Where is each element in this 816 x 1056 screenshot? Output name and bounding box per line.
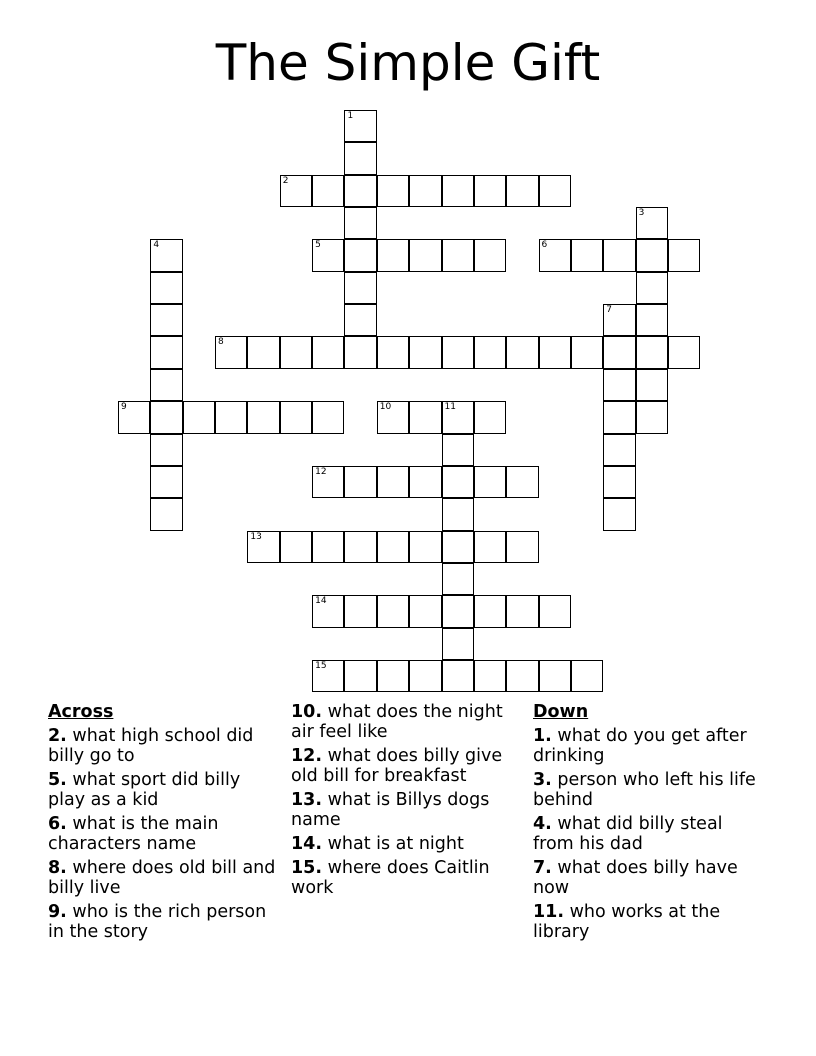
- clue-number: 13: [250, 531, 262, 542]
- clue-item: [48, 770, 278, 810]
- clue-item: [48, 902, 278, 942]
- grid-cell[interactable]: [603, 304, 635, 336]
- clue-text: what does billy have now: [533, 858, 738, 898]
- grid-cell[interactable]: [312, 175, 344, 207]
- grid-cell[interactable]: [474, 531, 506, 563]
- grid-cell[interactable]: [442, 498, 474, 530]
- grid-cell[interactable]: [183, 401, 215, 433]
- grid-cell[interactable]: [344, 272, 376, 304]
- grid-cell[interactable]: [442, 336, 474, 368]
- grid-cell[interactable]: [344, 239, 376, 271]
- grid-cell[interactable]: [377, 239, 409, 271]
- grid-cell[interactable]: [150, 498, 182, 530]
- grid-cell[interactable]: [312, 466, 344, 498]
- grid-cell[interactable]: [344, 304, 376, 336]
- grid-cell[interactable]: [409, 401, 441, 433]
- grid-cell[interactable]: [539, 336, 571, 368]
- clue-item: [533, 902, 763, 942]
- grid-cell[interactable]: [636, 272, 668, 304]
- clue-text: what is Billys dogs name: [291, 790, 490, 830]
- grid-cell[interactable]: [539, 239, 571, 271]
- grid-cell[interactable]: [442, 660, 474, 692]
- grid-cell[interactable]: [312, 660, 344, 692]
- clue-item: [291, 790, 521, 830]
- grid-cell[interactable]: [668, 239, 700, 271]
- grid-cell[interactable]: [506, 660, 538, 692]
- clue-item: [48, 858, 278, 898]
- clue-number-label: 5.: [48, 770, 67, 790]
- clue-number-label: 2.: [48, 726, 67, 746]
- clue-item: [533, 726, 763, 766]
- grid-cell[interactable]: [280, 531, 312, 563]
- grid-cell[interactable]: [409, 595, 441, 627]
- grid-cell[interactable]: [474, 660, 506, 692]
- clue-number-label: 6.: [48, 814, 67, 834]
- grid-cell[interactable]: [409, 466, 441, 498]
- clue-number: 7: [606, 305, 612, 316]
- grid-cell[interactable]: [377, 595, 409, 627]
- grid-cell[interactable]: [474, 466, 506, 498]
- clue-number-label: 13.: [291, 790, 323, 810]
- grid-cell[interactable]: [344, 110, 376, 142]
- grid-cell[interactable]: [442, 434, 474, 466]
- grid-cell[interactable]: [150, 434, 182, 466]
- grid-cell[interactable]: [636, 369, 668, 401]
- grid-cell[interactable]: [603, 369, 635, 401]
- grid-cell[interactable]: [474, 175, 506, 207]
- clue-text: what high school did billy go to: [48, 726, 254, 766]
- grid-cell[interactable]: [215, 336, 247, 368]
- grid-cell[interactable]: [312, 531, 344, 563]
- clue-item: [291, 834, 521, 854]
- grid-cell[interactable]: [409, 660, 441, 692]
- grid-cell[interactable]: [215, 401, 247, 433]
- clue-number-label: 7.: [533, 858, 552, 878]
- clue-text: what is at night: [322, 834, 464, 854]
- clue-text: what does the night air feel like: [291, 702, 503, 742]
- grid-cell[interactable]: [150, 369, 182, 401]
- clue-number: 8: [218, 337, 224, 348]
- grid-cell[interactable]: [442, 531, 474, 563]
- clue-item: [533, 858, 763, 898]
- clue-number: 2: [282, 175, 289, 186]
- grid-cell[interactable]: [571, 660, 603, 692]
- grid-cell[interactable]: [280, 336, 312, 368]
- grid-cell[interactable]: [636, 336, 668, 368]
- clue-number: 4: [153, 240, 160, 251]
- clue-number: 12: [315, 466, 327, 477]
- grid-cell[interactable]: [442, 175, 474, 207]
- clue-text: where does Caitlin work: [291, 858, 490, 898]
- clue-text: what sport did billy play as a kid: [48, 770, 241, 810]
- grid-cell[interactable]: [668, 336, 700, 368]
- grid-cell[interactable]: [377, 660, 409, 692]
- clue-number-label: 15.: [291, 858, 323, 878]
- grid-cell[interactable]: [409, 531, 441, 563]
- grid-cell[interactable]: [280, 175, 312, 207]
- clue-item: [48, 814, 278, 854]
- grid-cell[interactable]: [442, 466, 474, 498]
- clue-item: [48, 726, 278, 766]
- grid-cell[interactable]: [506, 595, 538, 627]
- grid-cell[interactable]: [377, 175, 409, 207]
- clue-item: [533, 814, 763, 854]
- across-heading: Across: [48, 702, 114, 722]
- grid-cell[interactable]: [344, 595, 376, 627]
- grid-cell[interactable]: [150, 466, 182, 498]
- grid-cell[interactable]: [409, 239, 441, 271]
- across-clues-continued: [291, 702, 521, 902]
- grid-cell[interactable]: [636, 239, 668, 271]
- grid-cell[interactable]: [539, 175, 571, 207]
- grid-cell[interactable]: [442, 595, 474, 627]
- grid-cell[interactable]: [409, 336, 441, 368]
- grid-cell[interactable]: [442, 401, 474, 433]
- clue-number-label: 14.: [291, 834, 323, 854]
- grid-cell[interactable]: [474, 401, 506, 433]
- grid-cell[interactable]: [150, 304, 182, 336]
- grid-cell[interactable]: [312, 336, 344, 368]
- across-clues: [48, 702, 278, 946]
- clue-number-label: 11.: [533, 902, 565, 922]
- clue-number: 10: [379, 402, 392, 413]
- grid-cell[interactable]: [409, 175, 441, 207]
- grid-cell[interactable]: [539, 660, 571, 692]
- grid-cell[interactable]: [474, 595, 506, 627]
- clue-text: what is the main characters name: [48, 814, 219, 854]
- clue-number-label: 12.: [291, 746, 323, 766]
- grid-cell[interactable]: [506, 336, 538, 368]
- grid-cell[interactable]: [312, 239, 344, 271]
- clue-number: 3: [638, 208, 645, 219]
- grid-cell[interactable]: [150, 239, 182, 271]
- grid-cell[interactable]: [377, 466, 409, 498]
- clue-item: [533, 770, 763, 810]
- grid-cell[interactable]: [506, 531, 538, 563]
- grid-cell[interactable]: [539, 595, 571, 627]
- clue-text: who works at the library: [533, 902, 721, 942]
- grid-cell[interactable]: [312, 595, 344, 627]
- clue-text: who is the rich person in the story: [48, 902, 267, 942]
- grid-cell[interactable]: [603, 401, 635, 433]
- clue-number: 11: [444, 402, 456, 413]
- grid-cell[interactable]: [247, 531, 279, 563]
- grid-cell[interactable]: [603, 498, 635, 530]
- puzzle-title: The Simple Gift: [215, 34, 601, 92]
- grid-cell[interactable]: [344, 660, 376, 692]
- clue-number: 6: [541, 240, 548, 251]
- grid-cell[interactable]: [571, 239, 603, 271]
- grid-cell[interactable]: [506, 175, 538, 207]
- grid-cell[interactable]: [247, 336, 279, 368]
- clue-number-label: 4.: [533, 814, 552, 834]
- grid-cell[interactable]: [442, 563, 474, 595]
- clue-text: what does billy give old bill for breakfast: [291, 746, 503, 786]
- clue-text: what did billy steal from his dad: [533, 814, 723, 854]
- grid-cell[interactable]: [474, 239, 506, 271]
- clue-number-label: 1.: [533, 726, 552, 746]
- grid-cell[interactable]: [603, 434, 635, 466]
- grid-cell[interactable]: [377, 401, 409, 433]
- grid-cell[interactable]: [344, 142, 376, 174]
- grid-cell[interactable]: [571, 336, 603, 368]
- grid-cell[interactable]: [442, 628, 474, 660]
- grid-cell[interactable]: [506, 466, 538, 498]
- down-heading: Down: [533, 702, 589, 722]
- grid-cell[interactable]: [312, 401, 344, 433]
- grid-cell[interactable]: [603, 239, 635, 271]
- clue-number: 1: [347, 111, 354, 121]
- clue-text: where does old bill and billy live: [48, 858, 276, 898]
- grid-cell[interactable]: [150, 401, 182, 433]
- clue-number-label: 10.: [291, 702, 323, 722]
- clue-text: person who left his life behind: [533, 770, 756, 810]
- clue-number: 15: [315, 660, 327, 671]
- clue-number-label: 8.: [48, 858, 67, 878]
- grid-cell[interactable]: [377, 336, 409, 368]
- clue-number-label: 9.: [48, 902, 67, 922]
- grid-cell[interactable]: [344, 531, 376, 563]
- grid-cell[interactable]: [118, 401, 150, 433]
- down-clues: [533, 702, 763, 946]
- grid-cell[interactable]: [474, 336, 506, 368]
- grid-cell[interactable]: [603, 336, 635, 368]
- grid-cell[interactable]: [150, 272, 182, 304]
- grid-cell[interactable]: [377, 531, 409, 563]
- clue-text: what do you get after drinking: [533, 726, 747, 766]
- grid-cell[interactable]: [442, 239, 474, 271]
- clue-number: 5: [315, 240, 321, 251]
- grid-cell[interactable]: [280, 401, 312, 433]
- grid-cell[interactable]: [150, 336, 182, 368]
- clue-item: [291, 702, 521, 742]
- grid-cell[interactable]: [636, 401, 668, 433]
- grid-cell[interactable]: [344, 207, 376, 239]
- clue-number-label: 3.: [533, 770, 552, 790]
- grid-cell[interactable]: [344, 175, 376, 207]
- grid-cell[interactable]: [344, 336, 376, 368]
- grid-cell[interactable]: [247, 401, 279, 433]
- grid-cell[interactable]: [603, 466, 635, 498]
- grid-cell[interactable]: [636, 207, 668, 239]
- clue-item: [291, 746, 521, 786]
- clue-number: 9: [121, 402, 127, 413]
- clue-item: [291, 858, 521, 898]
- clue-number: 14: [315, 596, 327, 607]
- grid-cell[interactable]: [344, 466, 376, 498]
- grid-cell[interactable]: [636, 304, 668, 336]
